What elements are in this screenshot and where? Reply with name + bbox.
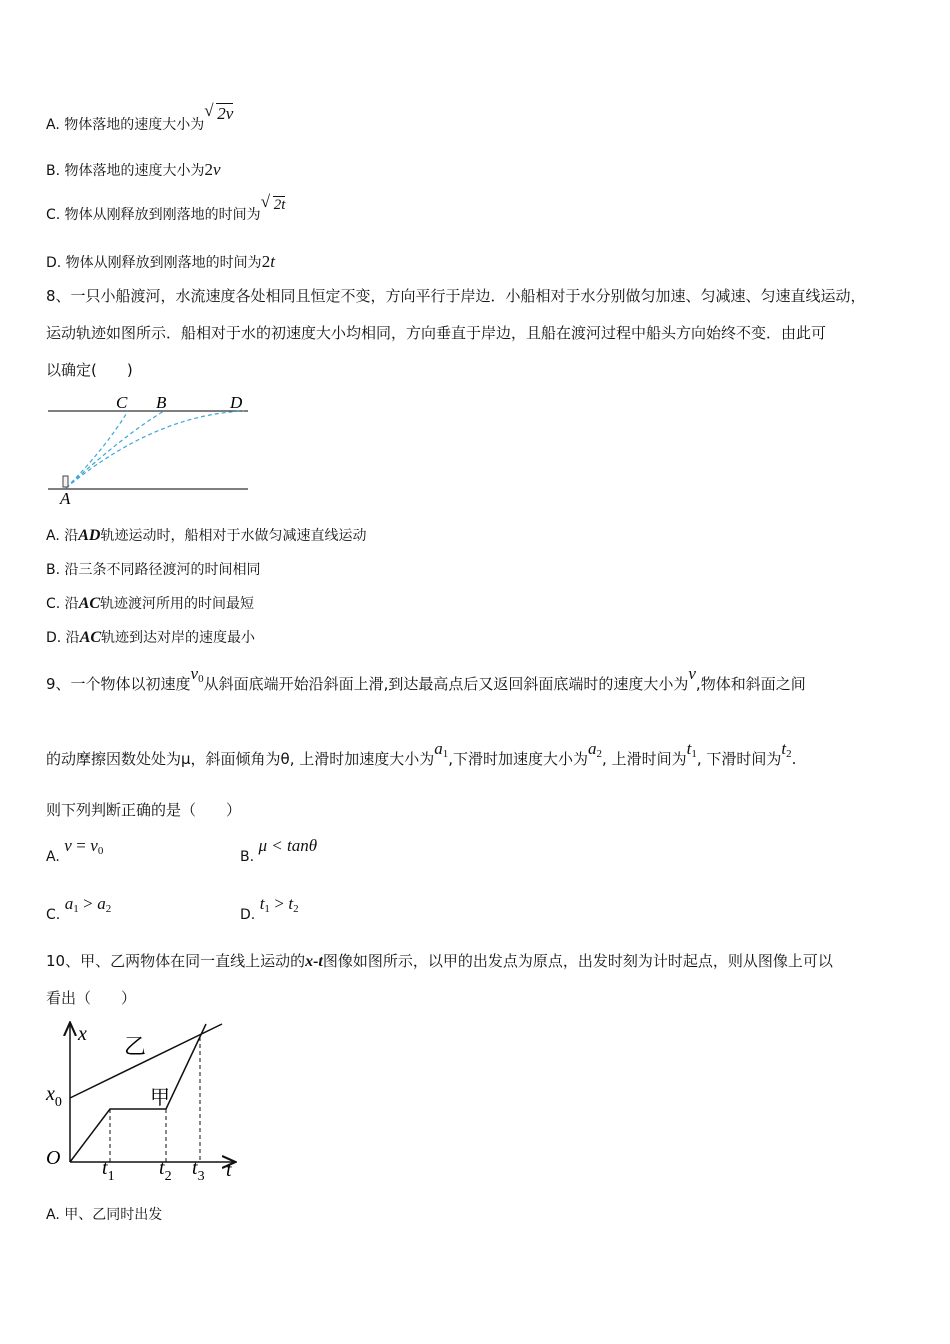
q8-river-figure xyxy=(44,390,254,508)
sqrt-expression: √ 2v xyxy=(204,101,234,123)
path-label: AC xyxy=(79,629,102,646)
q8-option-d: D. 沿AC轨迹到达对岸的速度最小 xyxy=(46,629,256,646)
q7-option-d-coef: 2 xyxy=(261,252,271,271)
q7-option-d-text: D. 物体从刚释放到刚落地的时间为 xyxy=(46,255,262,271)
jia-label: 甲 xyxy=(150,1087,170,1109)
q7-option-b-text: B. 物体落地的速度大小为 xyxy=(46,163,205,179)
q9-stem-line1: 9、一个物体以初速度$v_0$从斜面底端开始沿斜面上滑,到达最高点后又返回斜面底端时的速度大小为v,物体和斜面之间 xyxy=(46,664,806,693)
label-d: D xyxy=(230,393,243,412)
q8-option-a: A. 沿AD轨迹运动时，船相对于水做匀减速直线运动 xyxy=(46,527,367,544)
a2-symbol: $a_2$ xyxy=(588,739,603,760)
q9-option-b: B. μ < tanθ xyxy=(240,836,318,865)
q7-option-a-text: A. 物体落地的速度大小为 xyxy=(46,117,205,133)
path-ad xyxy=(66,411,244,488)
x-axis-label: x xyxy=(78,1023,87,1045)
q8-stem-line2: 运动轨迹如图所示．船相对于水的初速度大小均相同，方向垂直于岸边，且船在渡河过程中船头方向始终不变．由此可 xyxy=(46,324,827,342)
q7-option-a xyxy=(46,101,234,135)
origin-label: O xyxy=(46,1147,61,1169)
q10-stem-line2: 看出（ ） xyxy=(46,989,137,1007)
q8-option-c: C. 沿AC轨迹渡河所用的时间最短 xyxy=(46,595,255,612)
t2-symbol: $t_2$ xyxy=(781,739,792,760)
boat-icon xyxy=(63,476,68,487)
q8-option-b: B. 沿三条不同路径渡河的时间相同 xyxy=(46,562,261,578)
t3-label: $t_3$ xyxy=(192,1157,205,1184)
q7-option-d xyxy=(46,252,275,273)
q10-stem-line1: 10、甲、乙两物体在同一直线上运动的x-t图像如图所示，以甲的出发点为原点，出发时刻为计时起点，则从图像上可以 xyxy=(46,952,833,970)
yi-label: 乙 xyxy=(124,1034,147,1059)
label-c: C xyxy=(116,393,128,412)
q10-option-a: A. 甲、乙同时出发 xyxy=(46,1207,163,1223)
q7-option-d-var: t xyxy=(270,252,275,271)
q9-stem-line3: 则下列判断正确的是（ ） xyxy=(46,801,242,819)
q8-stem-line1: 8、一只小船渡河，水流速度各处相同且恒定不变，方向平行于岸边．小船相对于水分别做匀加速、匀减速、匀速直线运动， xyxy=(46,287,866,305)
q7-option-c-text: C. 物体从刚释放到刚落地的时间为 xyxy=(46,207,261,223)
path-ac xyxy=(66,411,128,488)
v-symbol: v xyxy=(688,664,696,683)
q9-option-a: A. $v = v_0$ xyxy=(46,836,104,865)
t-axis-label: t xyxy=(226,1159,232,1181)
v0-symbol: $v_0$ xyxy=(190,664,204,685)
t1-label: $t_1$ xyxy=(102,1157,115,1184)
x0-label: $x_0$ xyxy=(46,1083,62,1110)
xt-label: x-t xyxy=(305,953,323,970)
q8-stem-line3: 以确定( ) xyxy=(46,361,133,379)
path-label: AD xyxy=(78,527,101,544)
t1-symbol: $t_1$ xyxy=(686,739,697,760)
q7-option-b-coef: 2 xyxy=(204,160,214,179)
q7-option-b xyxy=(46,160,221,181)
q7-option-b-var: v xyxy=(213,160,221,179)
label-a: A xyxy=(60,489,71,508)
q7-option-c xyxy=(46,192,286,225)
q9-option-c: C. $a_1 > a_2$ xyxy=(46,894,112,923)
q10-xt-graph xyxy=(40,1012,245,1192)
q9-stem-line2: 的动摩擦因数处处为μ，斜面倾角为θ, 上滑时加速度大小为$a_1$,下滑时加速度大小为$a_2$, 上滑时间为$t_1$, 下滑时间为$t_2$. xyxy=(46,739,797,768)
label-b: B xyxy=(156,393,167,412)
path-ab xyxy=(66,411,164,488)
sqrt-expression: √ 2t xyxy=(260,192,286,213)
q9-option-d: D. $t_1 > t_2$ xyxy=(240,894,299,923)
a1-symbol: $a_1$ xyxy=(434,739,449,760)
t2-label: $t_2$ xyxy=(159,1157,172,1184)
path-label: AC xyxy=(78,595,101,612)
